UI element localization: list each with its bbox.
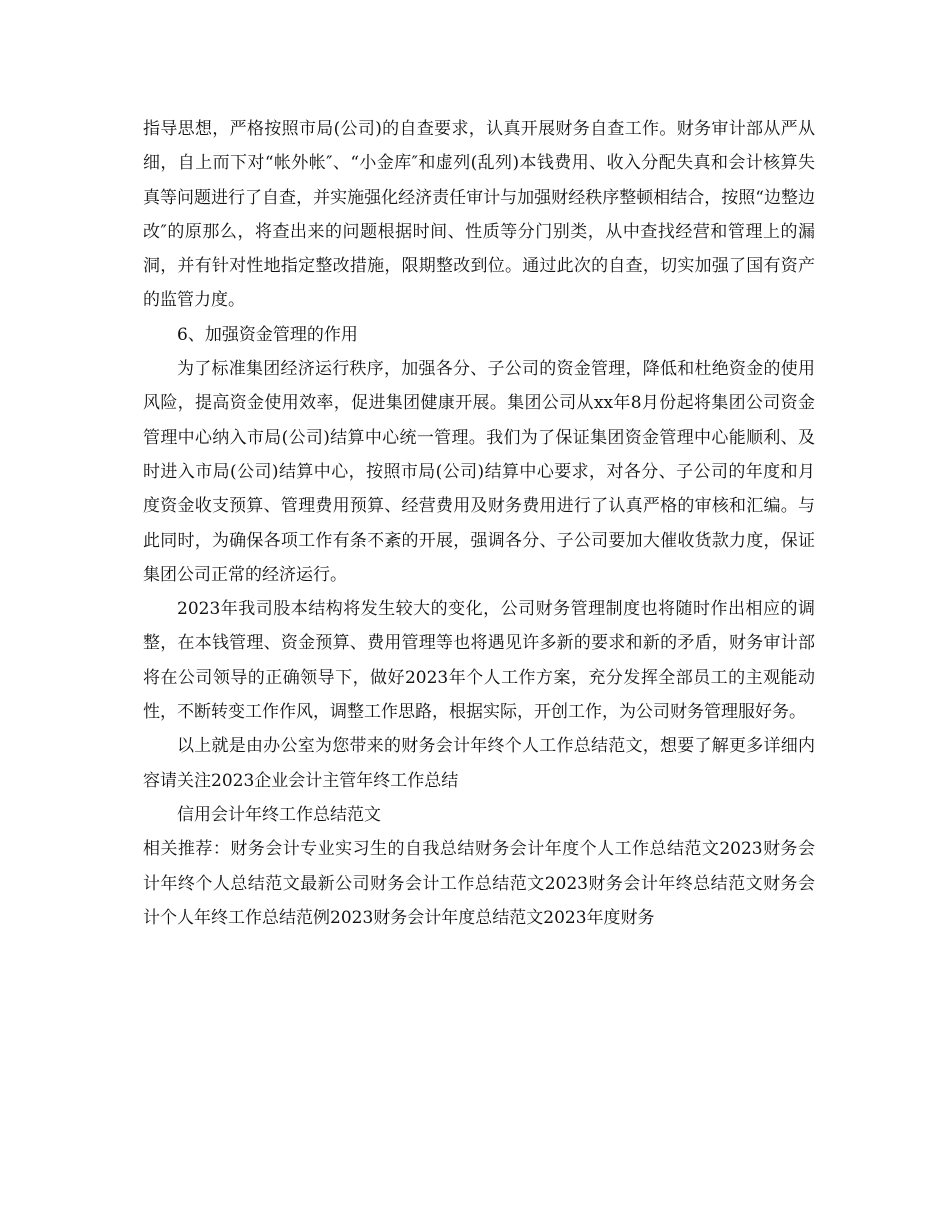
related-recommendations: 相关推荐：财务会计专业实习生的自我总结财务会计年度个人工作总结范文2023财务会计年终个人总结范文最新公司财务会计工作总结范文2023财务会计年终总结范文财务会计个人年终工作总结范例2023财务会计年度总结范文2023年度财务 [143,839,815,928]
paragraph-closing-note: 以上就是由办公室为您带来的财务会计年终个人工作总结范文，想要了解更多详细内容请关注2023企业会计主管年终工作总结 [143,736,815,791]
paragraph-self-inspection: 指导思想，严格按照市局(公司)的自查要求，认真开展财务自查工作。财务审计部从严从细，自上而下对“帐外帐″、“小金库″和虚列(乱列)本钱费用、收入分配失真和会计核算失真等问题进行了自查，并实施强化经济责任审计与加强财经秩序整顿相结合，按照“边整边改″的原那么，将查出来的问题根据时间、性质等分门别类，从中查找经营和管理上的漏洞，并有针对性地指定整改措施，限期整改到位。通过此次的自查，切实加强了国有资产的监管力度。 [143,119,815,311]
paragraph-fund-management: 为了标准集团经济运行秩序，加强各分、子公司的资金管理，降低和杜绝资金的使用风险，提高资金使用效率，促进集团健康开展。集团公司从xx年8月份起将集团公司资金管理中心纳入市局(公司)结算中心统一管理。我们为了保证集团资金管理中心能顺利、及时进入市局(公司)结算中心，按照市局(公司)结算中心要求，对各分、子公司的年度和月度资金收支预算、管理费用预算、经营费用及财务费用进行了认真严格的审核和汇编。与此同时，为确保各项工作有条不紊的开展，强调各分、子公司要加大催收货款力度，保证集团公司正常的经济运行。 [143,359,815,585]
paragraph-2023-outlook: 2023年我司股本结构将发生较大的变化，公司财务管理制度也将随时作出相应的调整，在本钱管理、资金预算、费用管理等也将遇见许多新的要求和新的矛盾，财务审计部将在公司领导的正确领导下，做好2023年个人工作方案，充分发挥全部员工的主观能动性，不断转变工作作风，调整工作思路，根据实际，开创工作，为公司财务管理服好务。 [143,599,815,723]
paragraph-credit-accounting-title: 信用会计年终工作总结范文 [177,804,381,825]
section-heading-fund-management: 6、加强资金管理的作用 [177,324,358,345]
document-page [143,112,815,935]
